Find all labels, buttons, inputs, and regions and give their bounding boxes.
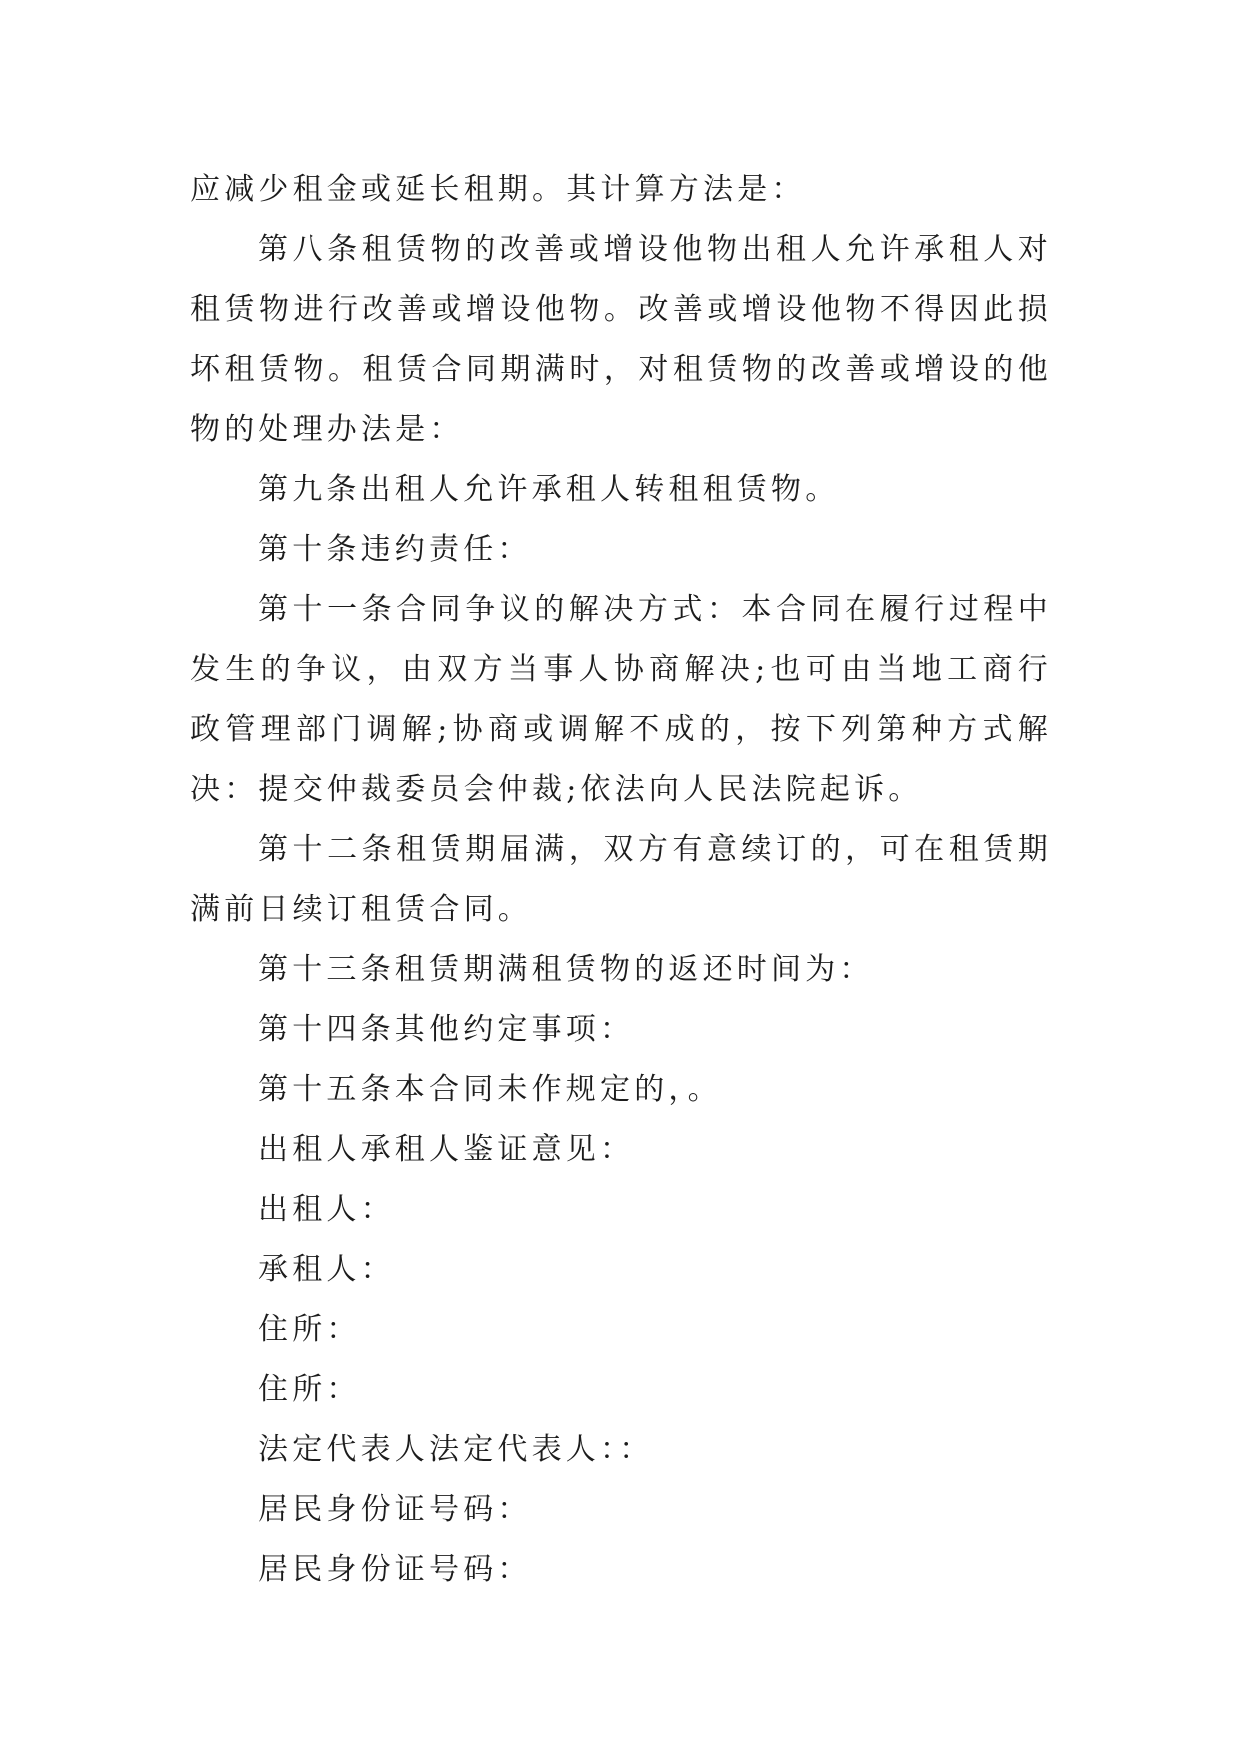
paragraph-article-12: 第十二条租赁期届满，双方有意续订的，可在租赁期满前日续订租赁合同。: [190, 832, 1052, 927]
address-field-label: 住所：: [258, 1312, 361, 1347]
paragraph-article-10: 第十条违约责任：: [258, 532, 532, 567]
paragraph-article-11: 第十一条合同争议的解决方式：本合同在履行过程中发生的争议，由双方当事人协商解决;也可由当地工商行政管理部门调解;协商或调解不成的，按下列第种方式解决：提交仲裁委员会仲裁;依法向人民法院起诉。: [190, 592, 1052, 807]
paragraph-article-14: 第十四条其他约定事项：: [258, 1012, 635, 1047]
id-number-field-label: 居民身份证号码：: [258, 1492, 532, 1527]
signature-heading: 出租人承租人鉴证意见：: [258, 1132, 635, 1167]
paragraph-article-15: 第十五条本合同未作规定的，。: [258, 1072, 722, 1107]
legal-representative-field-label: 法定代表人法定代表人：：: [258, 1432, 654, 1467]
id-number-field-label: 居民身份证号码：: [258, 1552, 532, 1587]
paragraph-article-8: 第八条租赁物的改善或增设他物出租人允许承租人对租赁物进行改善或增设他物。改善或增设他物不得因此损坏租赁物。租赁合同期满时，对租赁物的改善或增设的他物的处理办法是：: [190, 232, 1052, 447]
lessor-field-label: 出租人：: [258, 1192, 395, 1227]
lessee-field-label: 承租人：: [258, 1252, 395, 1287]
paragraph-rent-reduction: 应减少租金或延长租期。其计算方法是：: [190, 172, 806, 207]
document-body: [190, 160, 1052, 1600]
address-field-label: 住所：: [258, 1372, 361, 1407]
paragraph-article-9: 第九条出租人允许承租人转租租赁物。: [258, 472, 840, 507]
paragraph-article-13: 第十三条租赁期满租赁物的返还时间为：: [258, 952, 874, 987]
